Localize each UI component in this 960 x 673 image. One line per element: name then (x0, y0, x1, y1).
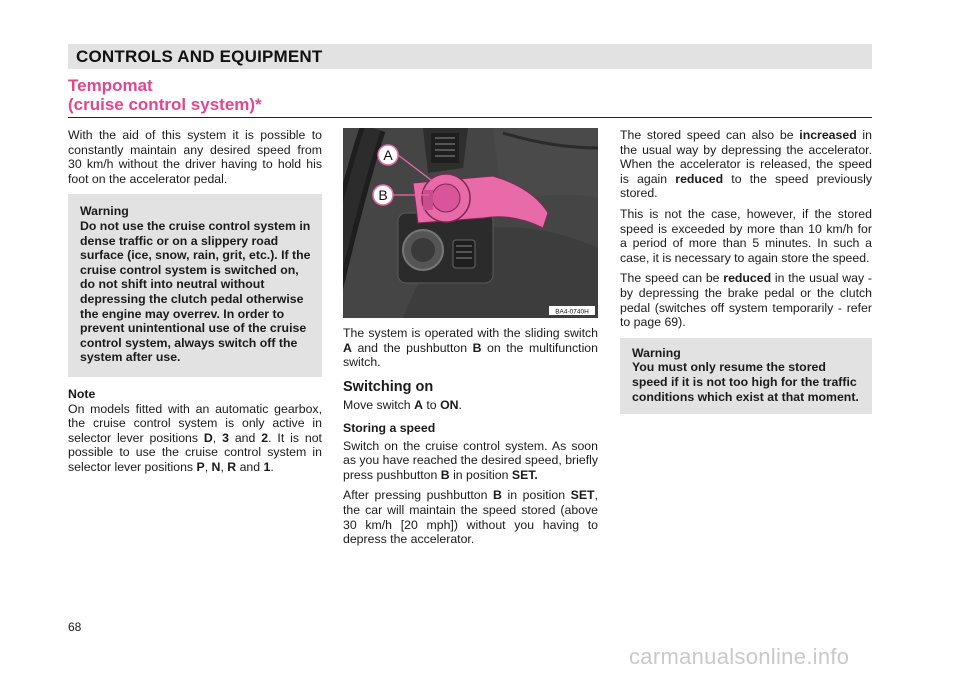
page-number: 68 (68, 620, 82, 634)
storing-speed-heading: Storing a speed (343, 420, 436, 435)
increase-paragraph: The stored speed can also be increased in the usual way by depressing the accelerator. When the accelerator is released, the speed is again reduced to the speed previously stored. (620, 128, 872, 201)
steering-column-illustration (343, 128, 598, 318)
column-1 (68, 128, 322, 480)
intro-paragraph: With the aid of this system it is possible to constantly maintain any desired speed from 30 km/h without the driver having to hold his foot on the accelerator pedal. (68, 128, 322, 186)
warning-box-2 (620, 338, 872, 414)
column-2 (343, 326, 598, 553)
note-paragraph: On models fitted with an automatic gearbox, the cruise control system is only active in selector lever positions D, 3 and 2. It is not possible to use the cruise control system in selector lever positions P, N, R and 1. (68, 401, 322, 474)
warning-box-1 (68, 194, 322, 377)
figure-label-a: A (383, 147, 393, 163)
watermark: carmanualsonline.info (629, 644, 850, 669)
storing-paragraph: Switch on the cruise control system. As soon as you have reached the desired speed, briefly press pushbutton B in position SET. (343, 438, 598, 482)
cruise-control-figure (343, 128, 598, 318)
warning-text-2: You must only resume the stored speed if it is not too high for the traffic conditions which exist at that moment. (632, 360, 859, 404)
page-title (68, 76, 262, 114)
move-switch-paragraph: Move switch A to ON. (343, 398, 462, 413)
exceeded-paragraph: This is not the case, however, if the stored speed is exceeded by more than 10 km/h for a period of more than 5 minutes. In such a case, it is necessary to again store the speed. (620, 206, 872, 265)
note-title: Note (68, 386, 96, 401)
figure-label-b: B (378, 187, 388, 203)
warning-title: Warning (80, 204, 129, 219)
section-title: CONTROLS AND EQUIPMENT (76, 47, 323, 66)
column-3 (620, 128, 872, 414)
section-header (68, 44, 872, 69)
title-line-1: Tempomat (68, 76, 153, 95)
figure-code: BA4-0740H (555, 308, 589, 316)
reduce-paragraph: The speed can be reduced in the usual way - by depressing the brake pedal or the clutch pedal (switches off system temporarily - refer to page 69). (620, 271, 872, 330)
warning-text: Do not use the cruise control system in dense traffic or on a slippery road surface (ice, snow, rain, grit, etc.). If the cruise control system is switched on, do not shift into neutral without depressing the clutch pedal otherwise the engine may overrev. In order to prevent unintentional use of the cruise control system, always switch off the system after use. (80, 218, 311, 365)
warning-title-2: Warning (632, 345, 681, 360)
title-rule (68, 117, 872, 118)
switching-on-heading: Switching on (343, 378, 434, 395)
operation-paragraph: The system is operated with the sliding switch A and the pushbutton B on the multifunction switch. (343, 326, 598, 370)
title-line-2: (cruise control system)* (68, 95, 262, 114)
after-pressing-paragraph: After pressing pushbutton B in position SET, the car will maintain the speed stored (above 30 km/h [20 mph]) without you having to depress the accelerator. (343, 488, 598, 547)
